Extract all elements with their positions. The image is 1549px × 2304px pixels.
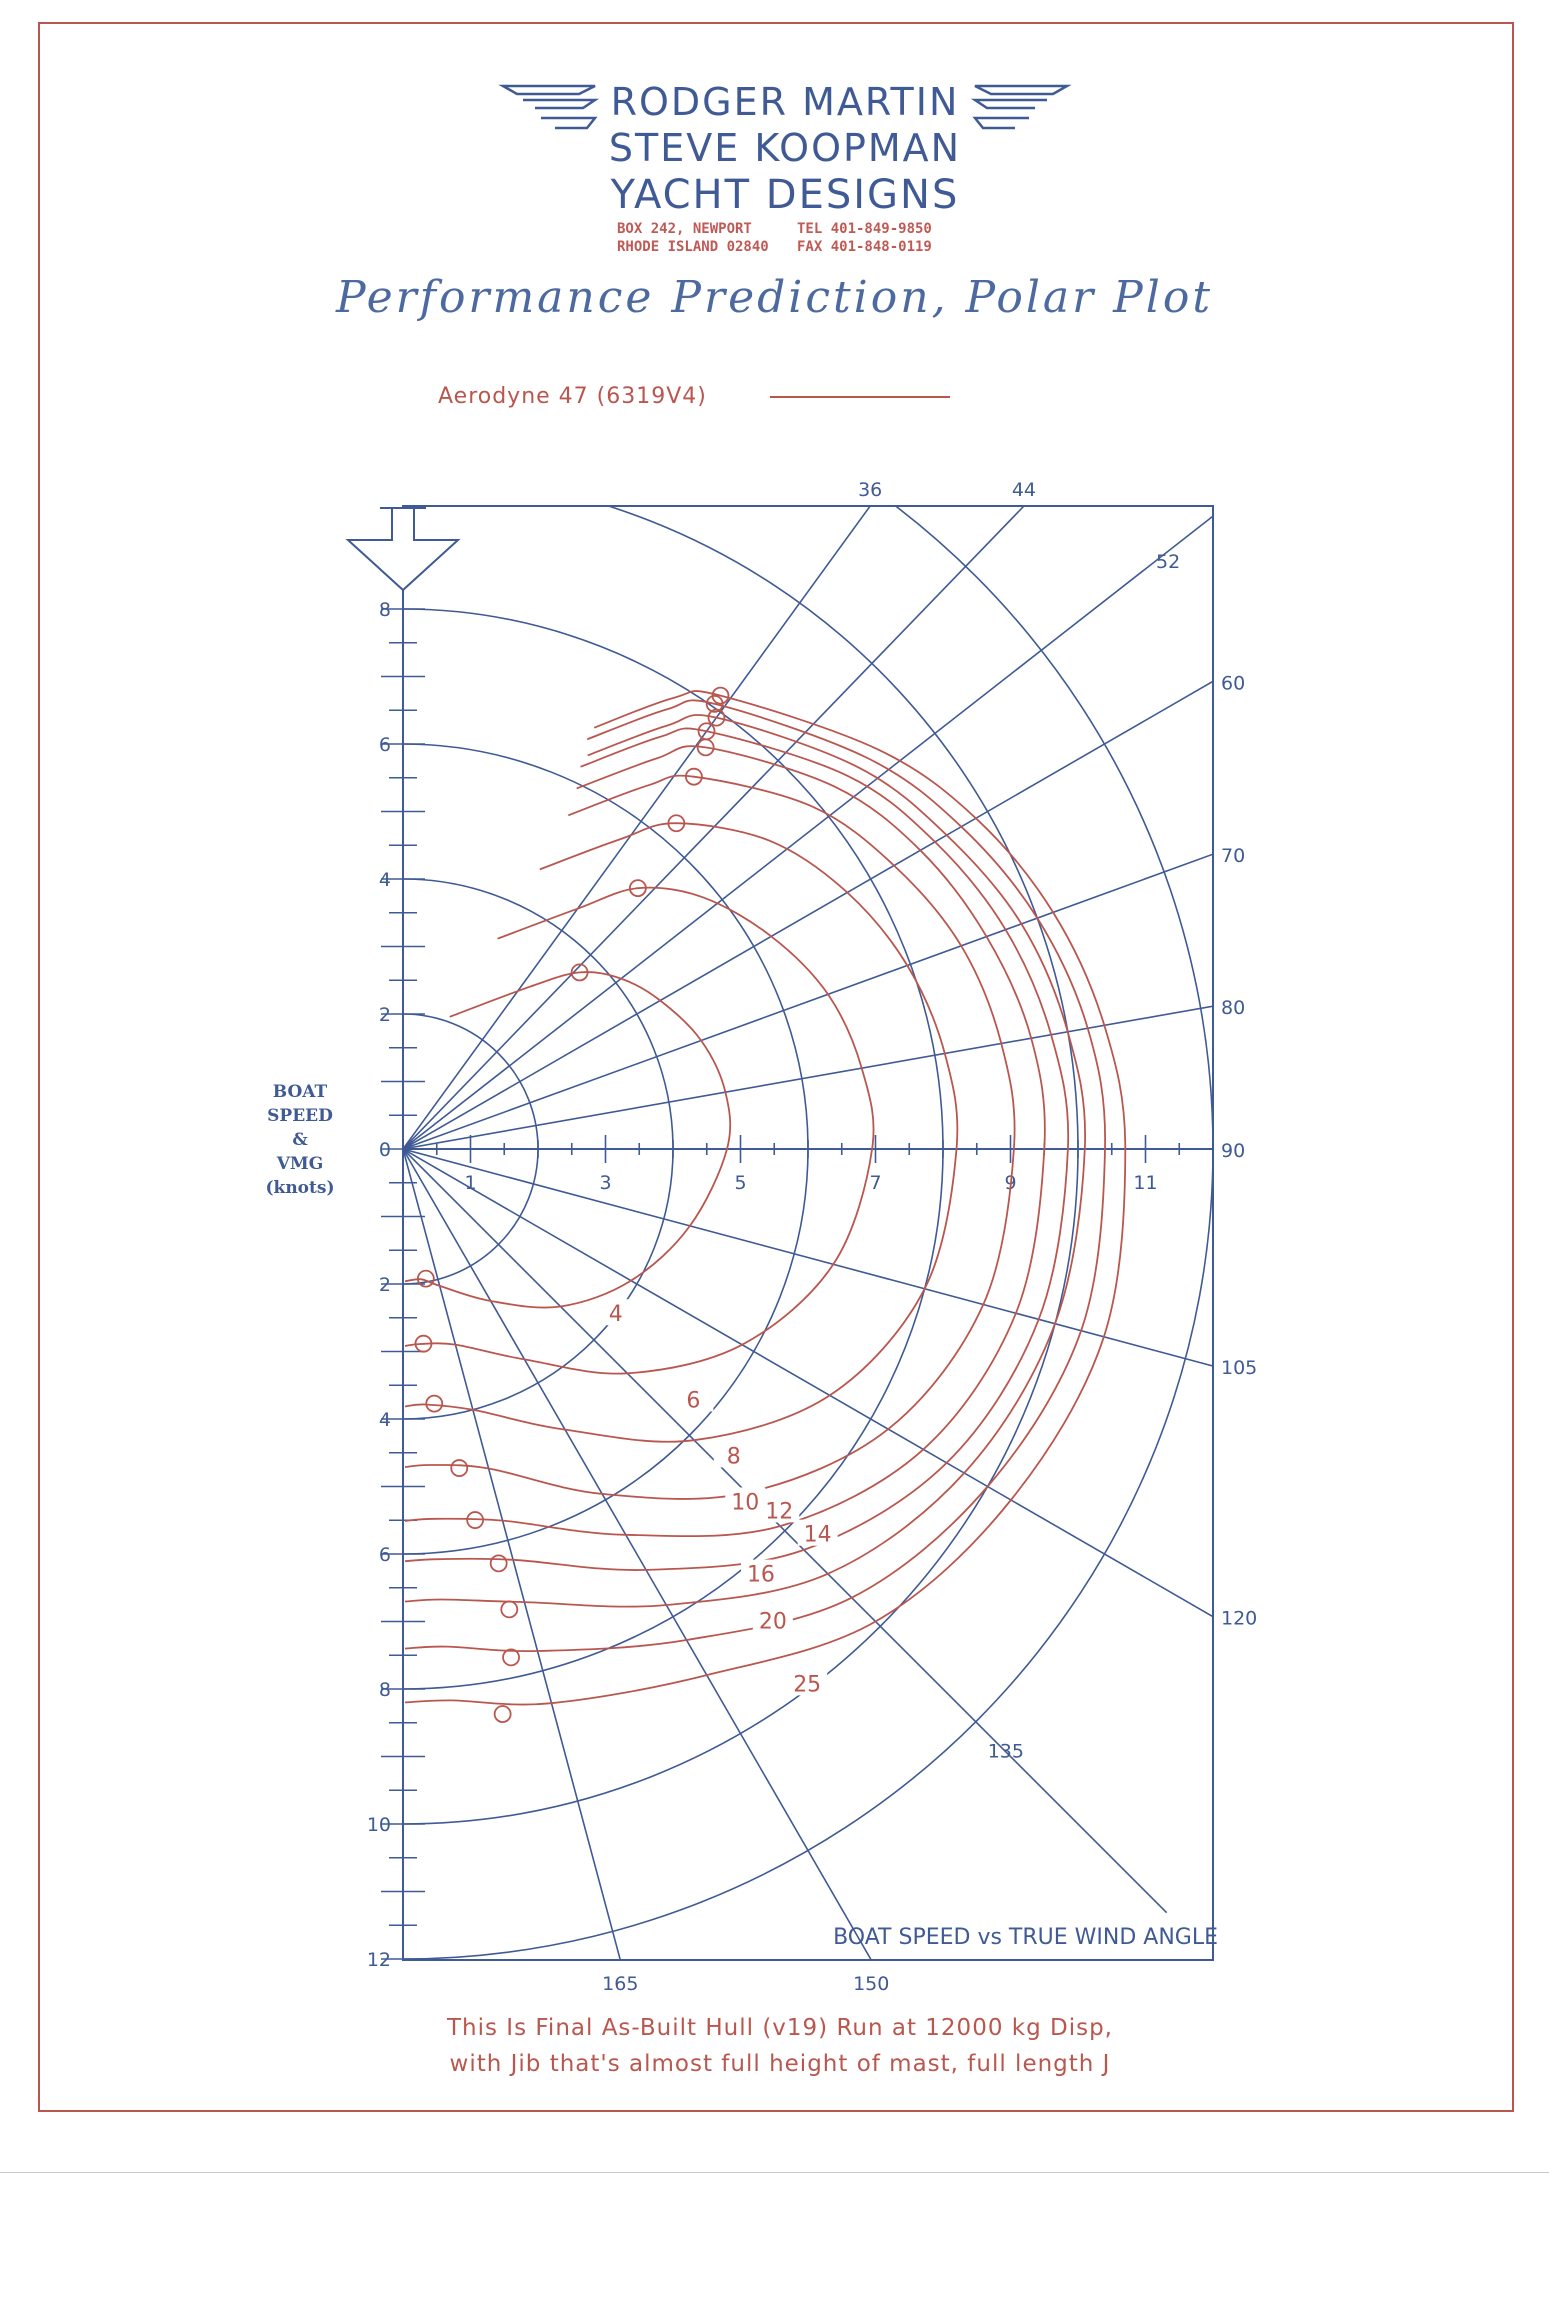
y-tick-label: 4	[378, 1409, 391, 1431]
y-tick-label: 6	[378, 734, 391, 756]
downwind-vmg-marker	[451, 1460, 467, 1476]
y-tick-label: 8	[378, 599, 391, 621]
wind-speed-curve	[405, 691, 1125, 1705]
wind-angle-spoke	[403, 275, 1038, 1149]
x-tick-label: 3	[599, 1172, 612, 1194]
wind-angle-label: 36	[858, 479, 883, 501]
boat-name: Aerodyne 47 (6319V4)	[438, 384, 707, 409]
y-tick-label: 0	[378, 1139, 391, 1161]
wind-angle-label: 60	[1221, 672, 1246, 695]
curve-label: 4	[608, 1302, 623, 1328]
address-line1: BOX 242, NEWPORT	[617, 221, 752, 237]
curve-label: 20	[758, 1609, 787, 1635]
wind-angle-label: 105	[1221, 1357, 1258, 1380]
wind-angle-label: 52	[1156, 551, 1181, 573]
curve-label: 16	[746, 1562, 775, 1588]
wind-speed-curve	[405, 888, 874, 1374]
y-axis-label-line3: &	[292, 1130, 308, 1150]
y-tick-label: 2	[378, 1004, 391, 1026]
y-tick-label: 2	[378, 1274, 391, 1296]
wind-angle-label: 120	[1221, 1607, 1258, 1630]
wind-angle-label: 70	[1221, 845, 1246, 868]
wind-speed-curve	[405, 746, 1045, 1536]
wind-angle-label: 90	[1221, 1140, 1246, 1162]
run-note-line1: This Is Final As-Built Hull (v19) Run at 12000 kg Disp,	[446, 2015, 1113, 2041]
wind-angle-label: 150	[853, 1973, 890, 1995]
wind-angle-label: 165	[602, 1973, 639, 1995]
y-tick-label: 12	[366, 1949, 391, 1971]
curve-label: 14	[803, 1522, 832, 1548]
page-title: Performance Prediction, Polar Plot	[335, 272, 1214, 323]
address-line2: RHODE ISLAND 02840	[617, 239, 769, 255]
x-tick-label: 7	[869, 1172, 882, 1194]
wind-speed-curve	[405, 823, 957, 1442]
wind-angle-spoke	[403, 780, 1418, 1149]
downwind-vmg-marker	[503, 1649, 519, 1665]
down-arrow-icon	[348, 508, 458, 590]
wind-angle-label: 135	[987, 1740, 1024, 1763]
y-axis-label-line1: BOAT	[272, 1082, 328, 1102]
y-axis-label-line4: VMG	[276, 1154, 324, 1174]
y-tick-label: 4	[378, 869, 391, 891]
downwind-vmg-marker	[501, 1601, 517, 1617]
company-name-line3: YACHT DESIGNS	[610, 172, 960, 218]
wind-angle-spoke	[403, 609, 1338, 1149]
y-tick-label: 8	[378, 1679, 391, 1701]
company-name-line1: RODGER MARTIN	[610, 80, 960, 124]
curve-label: 6	[686, 1388, 701, 1414]
wind-angle-label: 80	[1221, 997, 1246, 1020]
grid-group	[0, 275, 1483, 2192]
wind-angle-spoke	[403, 1149, 1338, 1689]
curve-label: 8	[726, 1444, 741, 1470]
x-tick-label: 9	[1004, 1172, 1017, 1194]
curve-label: 25	[793, 1672, 822, 1698]
company-name-line2: STEVE KOOPMAN	[608, 126, 962, 170]
y-tick-label: 6	[378, 1544, 391, 1566]
curve-label: 12	[765, 1499, 794, 1525]
run-note	[300, 2010, 1260, 2082]
downwind-vmg-marker	[491, 1555, 507, 1571]
x-tick-label: 5	[734, 1172, 747, 1194]
wind-angle-spoke	[403, 1149, 1167, 1913]
downwind-vmg-marker	[426, 1396, 442, 1412]
y-tick-label: 10	[366, 1814, 391, 1836]
y-axis-label-line2: SPEED	[267, 1106, 333, 1126]
wind-angle-spoke	[403, 961, 1467, 1149]
x-tick-label: 1	[464, 1172, 477, 1194]
plot-border	[403, 506, 1213, 1960]
downwind-vmg-marker	[495, 1706, 511, 1722]
chart-title: BOAT SPEED vs TRUE WIND ANGLE	[833, 1925, 1218, 1950]
x-tick-label: 11	[1133, 1172, 1158, 1194]
y-axis-label-line5: (knots)	[265, 1178, 335, 1198]
curve-label: 10	[731, 1490, 760, 1516]
run-note-line2: with Jib that's almost full height of mast, full length J	[449, 2051, 1111, 2077]
phone-number: TEL 401-849-9850	[797, 221, 932, 237]
wind-angle-spoke	[403, 484, 1254, 1149]
fax-number: FAX 401-848-0119	[797, 239, 932, 255]
wind-angle-label: 44	[1011, 479, 1037, 501]
